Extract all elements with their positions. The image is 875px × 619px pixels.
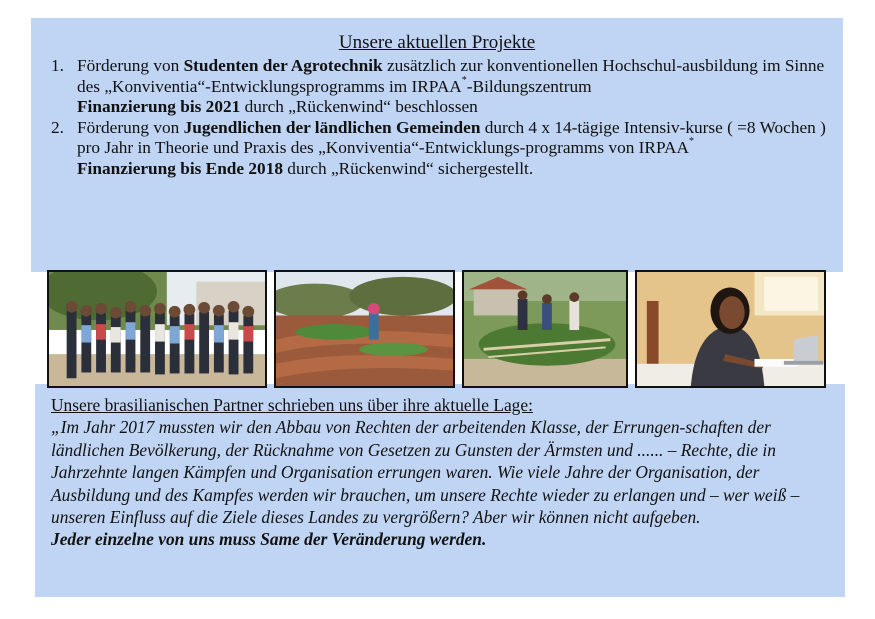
- photo-field-workers: [462, 270, 628, 388]
- project-financing: [77, 159, 831, 180]
- projects-list: [51, 56, 831, 179]
- project-number: 1.: [51, 56, 64, 75]
- partner-panel: [35, 384, 845, 597]
- project-item-2: [51, 118, 831, 180]
- photo-group-of-students: [47, 270, 267, 388]
- project-highlight: Jugendlichen der ländlichen Gemeinden: [183, 117, 481, 137]
- field-photo-image: [464, 272, 626, 386]
- project-highlight: Studenten der Agrotechnik: [183, 56, 383, 75]
- project-lead: Förderung von: [77, 117, 184, 137]
- photo-garden-terraces: [274, 270, 455, 388]
- study-photo-image: [637, 272, 824, 386]
- financing-period: Finanzierung bis 2021: [77, 97, 241, 116]
- partner-heading: Unsere brasilianischen Partner schrieben uns über ihre aktuelle Lage:: [51, 395, 533, 415]
- project-lead: Förderung von: [77, 56, 184, 75]
- financing-status: durch „Rückenwind“ sichergestellt.: [282, 158, 534, 178]
- partner-text: [51, 394, 836, 551]
- group-photo-image: [49, 272, 265, 386]
- project-number: 2.: [51, 117, 64, 137]
- projects-heading: Unsere aktuellen Projekte: [338, 32, 536, 53]
- footnote-mark: *: [461, 74, 467, 86]
- project-description: durch 4 x 14-tägige Intensiv-kurse ( =8 Wochen ) pro Jahr in Theorie und Praxis des „Konviventia“-Entwicklungs-programms von IRPAA: [77, 117, 826, 157]
- partner-closing: Jeder einzelne von uns muss Same der Veränderung werden.: [51, 529, 487, 550]
- project-item-1: [51, 56, 831, 118]
- financing-status: durch „Rückenwind“ beschlossen: [240, 97, 478, 116]
- project-financing: [77, 97, 831, 118]
- projects-panel: [31, 18, 843, 272]
- footnote-mark: *: [688, 136, 694, 148]
- financing-period: Finanzierung bis Ende 2018: [77, 158, 283, 178]
- photo-woman-studying: [635, 270, 826, 388]
- partner-quote: „Im Jahr 2017 mussten wir den Abbau von Rechten der arbeitenden Klasse, der Errungen-schaften der ländlichen Bevölkerung, der Rücknahme von Gesetzen zu Gunsten der Ärmsten und ...... – Rechte, die in Jahrzehnte langen Kämpfen und Organisation errungen waren. Wie viele Jahre der Organisation, der Ausbildung und des Kampfes werden wir brauchen, um unsere Rechte wieder zu erlangen und – wer weiß – unseren Einfluss auf die Ziele dieses Landes zu vergrößern? Aber wir können nicht aufgeben.: [51, 417, 800, 528]
- project-description: zusätzlich zur konventionellen Hochschul-ausbildung im Sinne des „Konviventia“-Entwicklungsprogramms im IRPAA: [77, 56, 825, 96]
- garden-photo-image: [276, 272, 453, 386]
- project-description-end: -Bildungszentrum: [466, 76, 592, 96]
